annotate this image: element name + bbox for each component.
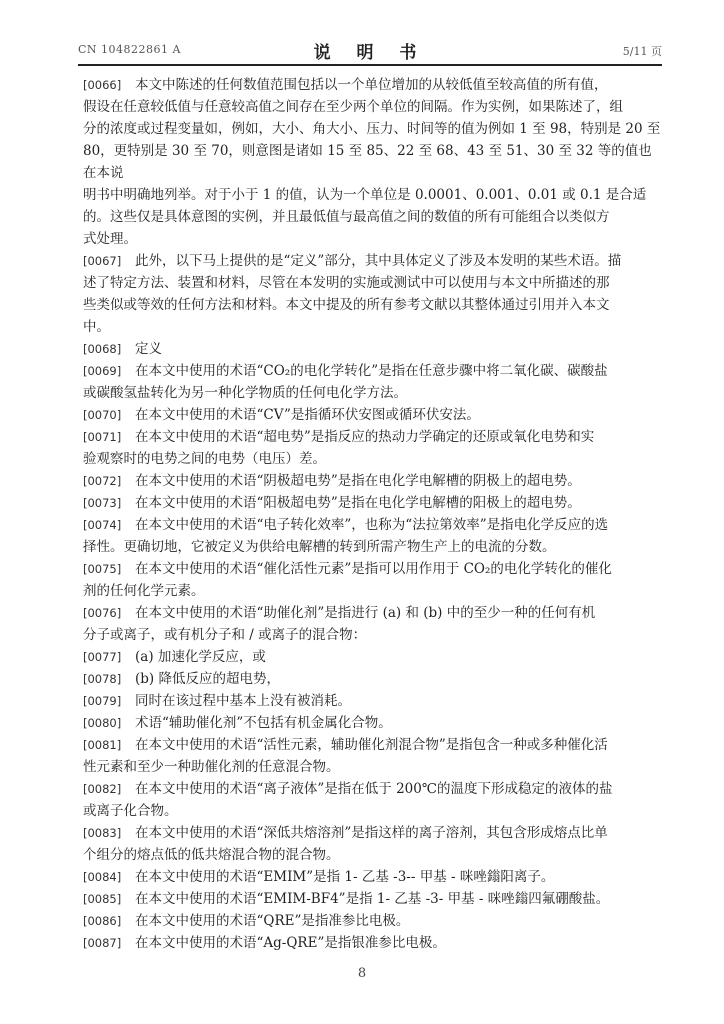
paragraph-number: [0081] — [83, 738, 122, 752]
page-of-total: 5/11 页 — [622, 45, 662, 58]
paragraph-line — [83, 558, 661, 580]
paragraph-text: 或离子化合物。 — [83, 803, 178, 819]
paragraph-text: 述了特定方法、装置和材料，尽管在本发明的实施或测试中可以使用与本文中所描述的那 — [83, 275, 610, 291]
paragraph-line — [83, 712, 661, 734]
paragraph-line — [83, 888, 661, 910]
paragraph-text: 剂的任何化学元素。 — [83, 583, 205, 599]
paragraph-text: 此外，以下马上提供的是“定义”部分，其中具体定义了涉及本发明的某些术语。描 — [135, 253, 622, 269]
document-title: 说 明 书 — [313, 43, 427, 63]
paragraph-text: 术语“辅助催化剂”不包括有机金属化合物。 — [135, 715, 392, 731]
paragraph-line — [83, 140, 661, 184]
paragraph-text: 定义 — [135, 341, 162, 357]
paragraph-number: [0071] — [83, 430, 122, 444]
paragraph — [83, 492, 661, 514]
paragraph-number: [0069] — [83, 364, 122, 378]
paragraph-number: [0066] — [83, 78, 122, 92]
page-number: 8 — [357, 966, 367, 981]
paragraph-line — [83, 382, 661, 404]
paragraph-line — [83, 580, 661, 602]
paragraph-line — [83, 690, 661, 712]
paragraph-line — [83, 602, 661, 624]
document-body — [83, 74, 661, 954]
paragraph-number: [0067] — [83, 254, 122, 268]
paragraph-text: 在本文中使用的术语“Ag-QRE”是指银准参比电极。 — [135, 935, 446, 951]
paragraph-line — [83, 250, 661, 272]
paragraph-text: 明书中明确地列举。对于小于 1 的值，认为一个单位是 0.0001、0.001、0.01 或 0.1 是合适 — [83, 187, 647, 203]
paragraph — [83, 74, 661, 250]
paragraph-line — [83, 338, 661, 360]
paragraph-text: 在本文中使用的术语“QRE”是指准参比电极。 — [135, 913, 410, 929]
paragraph-number: [0077] — [83, 650, 122, 664]
paragraph-line — [83, 844, 661, 866]
paragraph-line — [83, 426, 661, 448]
paragraph-text: 择性。更确切地，它被定义为供给电解槽的转到所需产物生产上的电流的分数。 — [83, 539, 556, 555]
paragraph-number: [0073] — [83, 496, 122, 510]
paragraph-number: [0085] — [83, 892, 122, 906]
publication-number: CN 104822861 A — [78, 43, 181, 56]
paragraph-number: [0078] — [83, 672, 122, 686]
paragraph-text: 同时在该过程中基本上没有被消耗。 — [135, 693, 351, 709]
paragraph-line — [83, 74, 661, 96]
paragraph-line — [83, 932, 661, 954]
paragraph — [83, 250, 661, 338]
paragraph-text: (b) 降低反应的超电势， — [135, 671, 280, 687]
paragraph-number: [0080] — [83, 716, 122, 730]
paragraph-text: 分的浓度或过程变量如，例如，大小、角大小、压力、时间等的值为例如 1 至 98，特别是 20 至 — [83, 121, 661, 137]
paragraph — [83, 712, 661, 734]
paragraph-number: [0076] — [83, 606, 122, 620]
paragraph — [83, 404, 661, 426]
paragraph-line — [83, 822, 661, 844]
paragraph-text: 本文中陈述的任何数值范围包括以一个单位增加的从较低值至较高值的所有值， — [135, 77, 608, 93]
paragraph — [83, 690, 661, 712]
paragraph-number: [0068] — [83, 342, 122, 356]
paragraph-line — [83, 624, 661, 646]
paragraph-text: 在本文中使用的术语“催化活性元素”是指可以用作用于 CO₂的电化学转化的催化 — [135, 561, 612, 577]
paragraph-line — [83, 668, 661, 690]
paragraph-text: 在本文中使用的术语“离子液体”是指在低于 200℃的温度下形成稳定的液体的盐 — [135, 781, 613, 797]
paragraph-text: 的。这些仅是具体意图的实例，并且最低值与最高值之间的数值的所有可能组合以类似方 — [83, 209, 610, 225]
paragraph — [83, 426, 661, 470]
paragraph-text: 在本文中使用的术语“阳极超电势”是指在电化学电解槽的阳极上的超电势。 — [135, 495, 581, 511]
paragraph-line — [83, 272, 661, 294]
paragraph-line — [83, 910, 661, 932]
paragraph — [83, 910, 661, 932]
paragraph-line — [83, 470, 661, 492]
page-header — [78, 38, 662, 62]
paragraph-line — [83, 492, 661, 514]
paragraph-text: 些类似或等效的任何方法和材料。本文中提及的所有参考文献以其整体通过引用并入本文 — [83, 297, 610, 313]
paragraph-line — [83, 118, 661, 140]
paragraph-text: 个组分的熔点低的低共熔混合物的混合物。 — [83, 847, 340, 863]
paragraph-number: [0072] — [83, 474, 122, 488]
paragraph-text: 80，更特别是 30 至 70，则意图是诸如 15 至 85、22 至 68、43 至 51、30 至 32 等的值也在本说 — [83, 143, 652, 181]
paragraph-number: [0075] — [83, 562, 122, 576]
paragraph-line — [83, 536, 661, 558]
paragraph-line — [83, 404, 661, 426]
paragraph-number: [0086] — [83, 914, 122, 928]
paragraph-number: [0079] — [83, 694, 122, 708]
paragraph-text: 在本文中使用的术语“电子转化效率”，也称为“法拉第效率”是指电化学反应的选 — [135, 517, 609, 533]
paragraph-line — [83, 360, 661, 382]
paragraph-line — [83, 316, 661, 338]
paragraph-line — [83, 184, 661, 206]
paragraph-line — [83, 800, 661, 822]
paragraph-line — [83, 294, 661, 316]
paragraph-text: 在本文中使用的术语“助催化剂”是指进行 (a) 和 (b) 中的至少一种的任何有机 — [135, 605, 596, 621]
paragraph — [83, 558, 661, 602]
paragraph-text: 在本文中使用的术语“阴极超电势”是指在电化学电解槽的阴极上的超电势。 — [135, 473, 581, 489]
paragraph-text: 中。 — [83, 319, 110, 335]
paragraph — [83, 514, 661, 558]
paragraph-text: 分子或离子，或有机分子和 / 或离子的混合物： — [83, 627, 367, 643]
paragraph-text: 式处理。 — [83, 231, 137, 247]
paragraph — [83, 888, 661, 910]
paragraph — [83, 646, 661, 668]
paragraph-text: 或碳酸氢盐转化为另一种化学物质的任何电化学方法。 — [83, 385, 407, 401]
paragraph-text: 在本文中使用的术语“EMIM-BF4”是指 1- 乙基 -3- 甲基 - 咪唑鎓四氟硼酸盐。 — [135, 891, 610, 907]
paragraph-line — [83, 206, 661, 228]
paragraph-line — [83, 96, 661, 118]
paragraph-line — [83, 866, 661, 888]
paragraph-text: 在本文中使用的术语“深低共熔溶剂”是指这样的离子溶剂，其包含形成熔点比单 — [135, 825, 608, 841]
paragraph-line — [83, 448, 661, 470]
paragraph-text: 在本文中使用的术语“CV”是指循环伏安图或循环伏安法。 — [135, 407, 480, 423]
paragraph — [83, 360, 661, 404]
paragraph — [83, 602, 661, 646]
paragraph-text: 在本文中使用的术语“超电势”是指反应的热动力学确定的还原或氧化电势和实 — [135, 429, 595, 445]
paragraph-number: [0084] — [83, 870, 122, 884]
paragraph-number: [0083] — [83, 826, 122, 840]
paragraph-text: 在本文中使用的术语“CO₂的电化学转化”是指在任意步骤中将二氧化碳、碳酸盐 — [135, 363, 608, 379]
paragraph-line — [83, 228, 661, 250]
paragraph-text: 在本文中使用的术语“EMIM”是指 1- 乙基 -3-- 甲基 - 咪唑鎓阳离子。 — [135, 869, 555, 885]
paragraph-text: (a) 加速化学反应，或 — [135, 649, 266, 665]
paragraph — [83, 338, 661, 360]
header-rule — [78, 64, 662, 66]
paragraph-text: 性元素和至少一种助催化剂的任意混合物。 — [83, 759, 340, 775]
paragraph-line — [83, 778, 661, 800]
paragraph-number: [0070] — [83, 408, 122, 422]
paragraph — [83, 778, 661, 822]
paragraph-line — [83, 756, 661, 778]
paragraph — [83, 932, 661, 954]
paragraph-number: [0087] — [83, 936, 122, 950]
paragraph-text: 验观察时的电势之间的电势（电压）差。 — [83, 451, 326, 467]
paragraph-number: [0082] — [83, 782, 122, 796]
paragraph-line — [83, 514, 661, 536]
paragraph — [83, 734, 661, 778]
paragraph-text: 在本文中使用的术语“活性元素，辅助催化剂混合物”是指包含一种或多种催化活 — [135, 737, 608, 753]
paragraph — [83, 668, 661, 690]
paragraph-text: 假设在任意较低值与任意较高值之间存在至少两个单位的间隔。作为实例，如果陈述了，组 — [83, 99, 623, 115]
paragraph — [83, 866, 661, 888]
paragraph — [83, 470, 661, 492]
paragraph-number: [0074] — [83, 518, 122, 532]
paragraph — [83, 822, 661, 866]
paragraph-line — [83, 646, 661, 668]
paragraph-line — [83, 734, 661, 756]
